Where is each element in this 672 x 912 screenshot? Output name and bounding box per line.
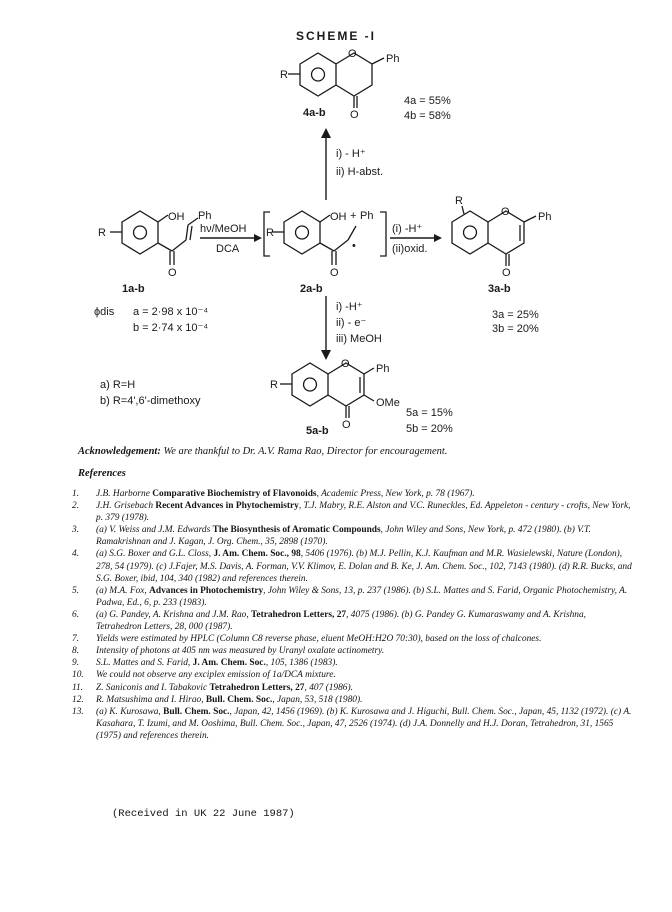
reference-pre: R. Matsushima and I. Hirao, <box>96 694 206 705</box>
up-step-1: i) - H⁺ <box>336 148 366 160</box>
reference-pre: We could not observe any exciplex emission of 1a/DCA mixture. <box>96 670 336 681</box>
reference-number: 1. <box>72 489 80 499</box>
dca-label: DCA <box>216 243 240 255</box>
reference-pre: Intensity of photons at 405 nm was measured by Uranyl oxalate actinometry. <box>96 646 385 657</box>
cmp5-carbonyl-o: O <box>342 419 351 431</box>
cmp2-ph-label: Ph <box>360 210 374 222</box>
reference-number: 2. <box>72 501 80 512</box>
reference-text <box>96 548 632 584</box>
reference-pre: J.B. Harborne <box>96 489 153 499</box>
reference-number: 9. <box>72 658 80 669</box>
reference-text <box>96 524 632 548</box>
substituent-b: b) R=4',6'-dimethoxy <box>100 395 201 407</box>
reference-item <box>72 706 632 742</box>
references-list <box>72 488 632 742</box>
reference-bold: Advances in Photochemistry <box>149 585 264 596</box>
reference-pre: Z. Saniconis and I. Tabakovic <box>96 682 210 693</box>
reference-number: 12. <box>72 694 84 705</box>
reference-item <box>72 548 632 584</box>
reference-item <box>72 669 632 681</box>
substituent-a: a) R=H <box>100 379 136 391</box>
reference-number: 5. <box>72 585 80 596</box>
reference-item <box>72 488 632 500</box>
cmp3-label: 3a-b <box>488 283 511 295</box>
reference-item <box>72 657 632 669</box>
cmp2-r-label: R <box>266 227 274 239</box>
reference-text <box>96 669 632 681</box>
reference-text <box>96 645 632 657</box>
compound-1-structure <box>110 211 198 265</box>
cmp2-plus: + <box>350 210 357 222</box>
reference-number: 6. <box>72 609 80 620</box>
reference-text <box>96 500 632 524</box>
phi-dis-label: ϕdis <box>94 306 115 318</box>
reference-item <box>72 609 632 633</box>
reference-number: 7. <box>72 634 80 645</box>
yield-5a: 5a = 15% <box>406 407 453 419</box>
reference-text <box>96 488 632 500</box>
reference-text <box>96 694 632 706</box>
yield-5b: 5b = 20% <box>406 423 453 435</box>
down-step-3: iii) MeOH <box>336 333 382 345</box>
phi-b-value: b = 2·74 x 10⁻⁴ <box>133 322 209 334</box>
yield-4b: 4b = 58% <box>404 110 451 122</box>
reference-pre: (a) M.A. Fox, <box>96 585 150 596</box>
reference-pre: (a) G. Pandey, A. Krishna and J.M. Rao, <box>96 609 252 620</box>
reference-number: 3. <box>72 525 80 536</box>
ack-heading: Acknowledgement: <box>78 446 161 457</box>
cmp2-radical-dot: • <box>352 240 356 252</box>
cmp5-o-label: O <box>341 358 350 370</box>
reference-post: , John Wiley and Sons, New York, p. 472 (1980). (b) V.T. Ramakrishnan and J. Kagan, J. Org. Chem., 35, 2898 (1970). <box>96 525 591 548</box>
reference-bold: Tetrahedron Letters, 27 <box>251 609 347 620</box>
yield-3a: 3a = 25% <box>492 309 539 321</box>
reference-pre: (a) K. Kurosawa, <box>96 706 164 717</box>
reference-pre: Yields were estimated by HPLC (Column C8 reverse phase, eluent MeOH:H2O 70:30), based on the loss of chalcones. <box>96 634 542 645</box>
cmp1-carbonyl-o: O <box>168 267 177 279</box>
cmp3-r-label: R <box>455 195 463 207</box>
reference-number: 10. <box>72 670 84 681</box>
reference-bold: Recent Advances in Phytochemistry <box>155 501 299 512</box>
references-heading: References <box>78 468 126 479</box>
reference-text <box>96 585 632 609</box>
reference-post: , 5406 (1976). (b) M.J. Pellin, K.J. Kaufman and M.R. Wasielewski, Nature (London), 278, 54 (1979). (c) J.Fajer, M.S. Davis, A. Forman, V.V. Klimov, E. Dolan and B. Ke, J. Am. Chem. Soc., 102, 7143 (1980). (d) R.R. Bucks, and S.G. Boxer, ibid, 104, 340 (1982) and references therein. <box>96 549 632 584</box>
cmp1-r-label: R <box>98 227 106 239</box>
cmp1-label: 1a-b <box>122 283 145 295</box>
cmp4-label: 4a-b <box>303 107 326 119</box>
up-step-2: ii) H-abst. <box>336 166 384 178</box>
cmp2-oh-label: OH <box>330 211 347 223</box>
reference-pre: (a) V. Weiss and J.M. Edwards <box>96 525 213 536</box>
reference-post: , Japan, 42, 1456 (1969). (b) K. Kurosawa and J. Higuchi, Bull. Chem. Soc., Japan, 45, 1132 (1972). (c) A. Kasahara, T. Izumi, and M. Ooshima, Bull. Chem. Soc., Japan, 47, 2526 (1974). (d) J.A. Donnelly and H.J. Doran, Tetrahedron, 31, 1565 (1975) and references therein. <box>96 706 632 741</box>
arrow-up <box>321 128 331 200</box>
reference-pre: (a) S.G. Boxer and G.L. Closs, <box>96 549 214 560</box>
reference-item <box>72 682 632 694</box>
cmp1-oh-label: OH <box>168 211 185 223</box>
reference-post: , John Wiley & Sons, 13, p. 237 (1986). (b) S.L. Mattes and S. Farid, Organic Photochemistry, A. Padwa, Ed., 6, p. 233 (1983). <box>96 585 628 608</box>
cmp4-r-label: R <box>280 69 288 81</box>
cmp2-label: 2a-b <box>300 283 323 295</box>
reference-text <box>96 609 632 633</box>
arrow-right <box>390 234 442 242</box>
compound-3-structure <box>452 206 536 266</box>
reference-text <box>96 706 632 742</box>
yield-3b: 3b = 20% <box>492 323 539 335</box>
cmp4-carbonyl-o: O <box>350 109 359 121</box>
cmp1-ph-label: Ph <box>198 210 212 222</box>
reference-number: 11. <box>72 682 84 693</box>
scheme-title: SCHEME -I <box>295 29 377 43</box>
reference-pre: J.H. Grisebach <box>96 501 156 512</box>
reference-post: , 105, 1386 (1983). <box>265 658 338 669</box>
reference-bold: Tetrahedron Letters, 27 <box>209 682 305 693</box>
hv-conditions: hν/MeOH <box>200 223 247 235</box>
cmp4-o-label: O <box>348 48 357 60</box>
reference-item <box>72 645 632 657</box>
reference-item <box>72 585 632 609</box>
reference-post: , Japan, 53, 518 (1980). <box>272 694 363 705</box>
reference-item <box>72 633 632 645</box>
cmp2-carbonyl-o: O <box>330 267 339 279</box>
right-step-2: (ii)oxid. <box>392 243 428 255</box>
cmp5-ph-label: Ph <box>376 363 390 375</box>
phi-a-value: a = 2·98 x 10⁻⁴ <box>133 306 209 318</box>
reference-pre: S.L. Mattes and S. Farid, <box>96 658 193 669</box>
cmp3-ph-label: Ph <box>538 211 552 223</box>
reference-text <box>96 657 632 669</box>
reference-number: 13. <box>72 706 84 717</box>
reference-text <box>96 682 632 694</box>
arrow-hv <box>200 234 262 242</box>
down-step-1: i) -H⁺ <box>336 301 363 313</box>
ack-text: We are thankful to Dr. A.V. Rama Rao, Director for encouragement. <box>160 446 448 457</box>
right-step-1: (i) -H⁺ <box>392 223 423 235</box>
reference-post: , T.J. Mabry, R.E. Alston and V.C. Runeckles, Ed. Appeleton - century - crofts, New York, p. 379 (1978). <box>96 501 631 524</box>
cmp5-ome-label: OMe <box>376 397 400 409</box>
compound-5-structure <box>280 363 374 418</box>
reference-post: , Academic Press, New York, p. 78 (1967). <box>316 489 475 499</box>
reference-number: 4. <box>72 549 80 560</box>
cmp3-o-label: O <box>501 206 510 218</box>
cmp5-label: 5a-b <box>306 425 329 437</box>
arrow-down <box>321 296 331 360</box>
received-date: (Received in UK 22 June 1987) <box>112 808 295 820</box>
acknowledgement <box>78 446 623 457</box>
down-step-2: ii) - e⁻ <box>336 317 367 329</box>
reference-item <box>72 524 632 548</box>
reference-bold: Comparative Biochemistry of Flavonoids <box>152 489 317 499</box>
cmp4-ph-label: Ph <box>386 53 400 65</box>
reference-bold: The Biosynthesis of Aromatic Compounds <box>212 525 381 536</box>
reference-item <box>72 694 632 706</box>
cmp3-carbonyl-o: O <box>502 267 511 279</box>
compound-4-structure <box>288 53 384 108</box>
reference-post: , 407 (1986). <box>304 682 353 693</box>
reference-bold: Bull. Chem. Soc. <box>163 706 230 717</box>
reference-bold: J. Am. Chem. Soc. <box>192 658 266 669</box>
cmp5-r-label: R <box>270 379 278 391</box>
reference-post: , 4075 (1986). (b) G. Pandey G. Kumaraswamy and A. Krishna, Tetrahedron Letters, 28, 000 (1987). <box>96 609 586 633</box>
yield-4a: 4a = 55% <box>404 95 451 107</box>
reference-item <box>72 500 632 524</box>
reaction-scheme <box>0 0 672 440</box>
reference-bold: Bull. Chem. Soc. <box>205 694 273 705</box>
reference-bold: J. Am. Chem. Soc., 98 <box>213 549 301 560</box>
reference-number: 8. <box>72 646 80 657</box>
reference-text <box>96 633 632 645</box>
